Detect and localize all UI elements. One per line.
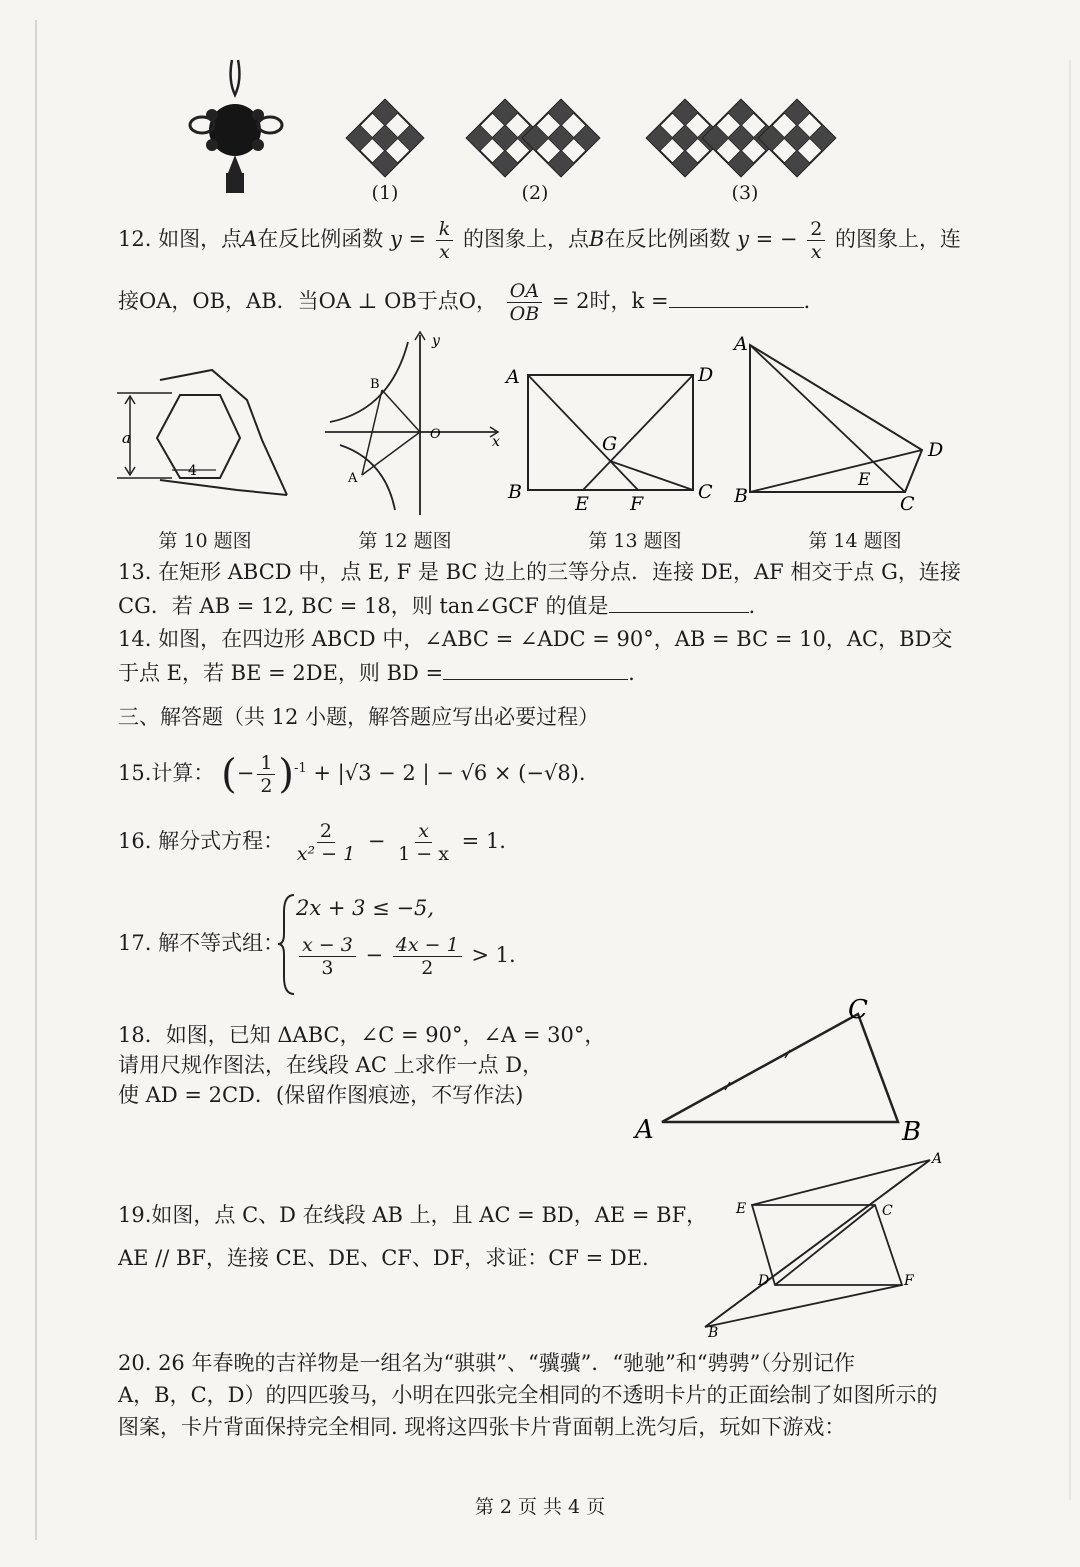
caption-fig13: 第 13 题图: [588, 530, 682, 552]
fig10-label-4: 4: [188, 463, 197, 479]
q17-brace: [278, 892, 298, 997]
fig14-label-A: A: [734, 333, 748, 355]
caption-fig14: 第 14 题图: [808, 530, 902, 552]
fig13-label-F: F: [630, 493, 644, 515]
fig13-label-C: C: [698, 481, 713, 503]
caption-fig12: 第 12 题图: [358, 530, 452, 552]
q18-line3: 使 AD = 2CD．(保留作图痕迹，不写作法): [118, 1083, 524, 1107]
q15: 15.计算： (− $\frac{1}{2}$ )$^{-1}$ + |√3 − 2 | − √6 × (−√8).: [118, 751, 586, 798]
q14-line1: 14. 如图，在四边形 ABCD 中，∠ABC = ∠ADC = 90°，AB = BC = 10，AC，BD交: [118, 627, 953, 651]
chinese-knot-figure: [180, 55, 290, 200]
fig12-label-A: A: [348, 471, 358, 486]
q14-answer-blank[interactable]: [443, 657, 628, 680]
fig14-label-E: E: [858, 470, 871, 490]
fig12-label-O: O: [430, 427, 441, 442]
figure-label-1: (1): [371, 182, 399, 204]
fig12-label-B: B: [370, 377, 380, 392]
fig13-label-A: A: [506, 366, 520, 388]
q18-line1: 18．如图，已知 ΔABC，∠C = 90°，∠A = 30°，: [118, 1023, 606, 1047]
q17-row1: 2x + 3 ≤ −5,: [296, 896, 435, 920]
fig18-label-B: B: [902, 1117, 922, 1147]
fig13-label-B: B: [508, 481, 522, 503]
q17-label: 17. 解不等式组：: [118, 931, 285, 955]
figure-label-2: (2): [521, 182, 549, 204]
q20-line2: A，B，C，D）的四匹骏马，小明在四张完全相同的不透明卡片的正面绘制了如图所示的: [118, 1383, 938, 1407]
fig12-label-y: y: [432, 333, 440, 349]
fig13-label-E: E: [575, 493, 589, 515]
fig14-label-D: D: [928, 439, 944, 461]
q18-line2: 请用尺规作图法，在线段 AC 上求作一点 D，: [118, 1053, 544, 1077]
q16: 16. 解分式方程： $\frac{2}{\text{x² − 1}}$ − $\frac{x}{1 - x}$ = 1.: [118, 820, 506, 865]
q20-line3: 图案，卡片背面保持完全相同. 现将这四张卡片背面朝上洗匀后，玩如下游戏：: [118, 1415, 846, 1439]
q17-row2: $\frac{x - 3}{3}$ − $\frac{4x - 1}{2}$ > 1.: [296, 934, 516, 979]
q13-line1: 13. 在矩形 ABCD 中，点 E, F 是 BC 边上的三等分点．连接 DE，AF 相交于点 G，连接: [118, 560, 961, 584]
fig19-label-A: A: [932, 1151, 943, 1167]
fig10-label-a: a: [122, 429, 131, 447]
figure-14: [730, 330, 955, 515]
q13-line2: CG．若 AB = 12, BC = 18，则 tan∠GCF 的值是 .: [118, 590, 755, 621]
fig14-label-B: B: [734, 485, 748, 507]
figure-13: [500, 355, 730, 515]
q14-line2: 于点 E，若 BE = 2DE，则 BD = .: [118, 657, 635, 688]
fig12-label-x: x: [492, 434, 500, 450]
q19-line1: 19.如图，点 C、D 在线段 AB 上，且 AC = BD，AE = BF，: [118, 1203, 708, 1227]
pattern-figures: [340, 90, 840, 205]
q13-answer-blank[interactable]: [609, 590, 749, 613]
fig19-label-F: F: [904, 1273, 914, 1289]
q20-line1: 20. 26 年春晚的吉祥物是一组名为“骐骐”、“骥骥”．“驰驰”和“骋骋”（分别记作: [118, 1351, 855, 1375]
page-footer: 第 2 页 共 4 页: [474, 1496, 606, 1518]
fig19-label-D: D: [758, 1273, 770, 1289]
fig19-label-C: C: [882, 1203, 893, 1219]
figure-12: [320, 330, 510, 520]
figure-10: [112, 360, 292, 510]
fig19-label-E: E: [736, 1201, 747, 1217]
fig19-label-B: B: [708, 1325, 719, 1341]
caption-fig10: 第 10 题图: [158, 530, 252, 552]
figure-label-3: (3): [731, 182, 759, 204]
fig13-label-D: D: [698, 364, 714, 386]
figure-18: [630, 990, 930, 1150]
fig14-label-C: C: [900, 493, 915, 515]
q12-answer-blank[interactable]: [669, 285, 804, 308]
section-3-heading: 三、解答题（共 12 小题，解答题应写出必要过程）: [118, 705, 600, 729]
q19-line2: AE // BF，连接 CE、DE、CF、DF，求证：CF = DE.: [118, 1246, 649, 1270]
fig18-label-A: A: [635, 1115, 654, 1145]
q12-line1: 12. 如图，点A在反比例函数 y = $\frac{k}{x}$ 的图象上，点B在反比例函数 y = − $\frac{2}{x}$ 的图象上，连: [118, 218, 961, 263]
fig13-label-G: G: [602, 433, 618, 455]
q12-line2: 接OA，OB，AB．当OA ⊥ OB于点O， $\frac{OA}{OB}$ = 2时，k = .: [118, 280, 811, 325]
figure-19: [690, 1145, 960, 1345]
fig18-label-C: C: [848, 995, 868, 1025]
